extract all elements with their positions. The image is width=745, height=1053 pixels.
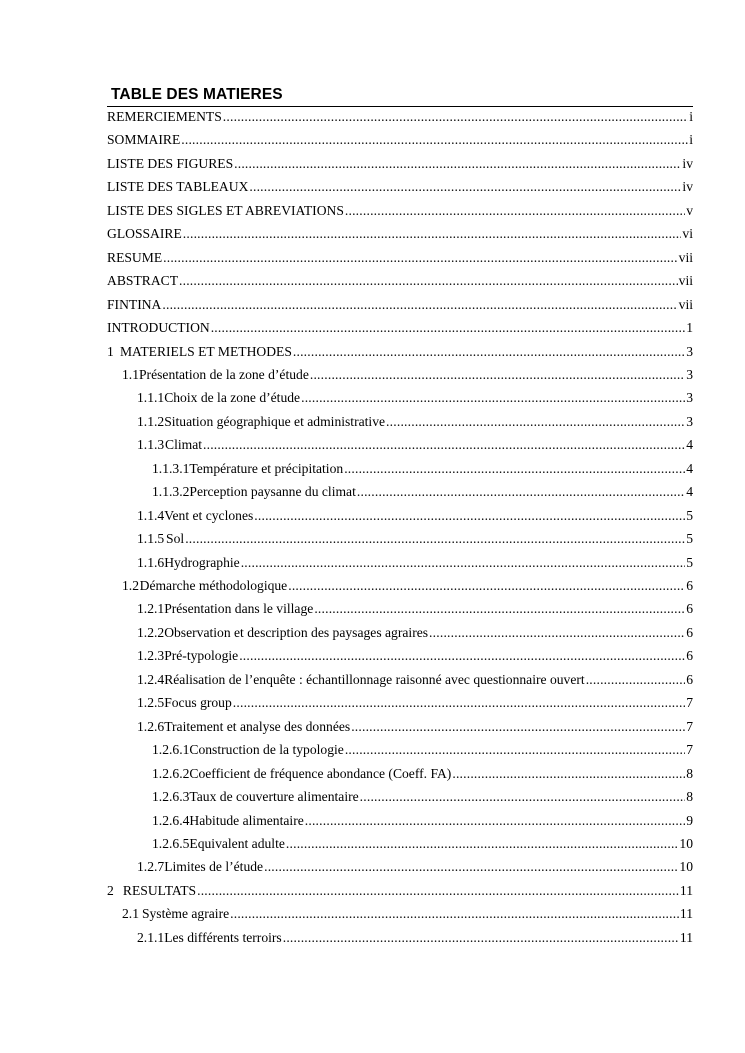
toc-entry-page-number: 7 <box>686 718 693 734</box>
toc-entry-number: 1.1.3 <box>137 437 165 453</box>
toc-entry-line <box>137 693 693 713</box>
toc-entry-line <box>152 482 693 502</box>
toc-leader-dots <box>162 295 677 315</box>
toc-entry[interactable] <box>107 482 693 502</box>
toc-entry-line <box>107 295 693 315</box>
toc-entry-page-number: 5 <box>686 507 693 523</box>
toc-entry[interactable] <box>107 529 693 549</box>
toc-entry-page-number: 7 <box>686 695 693 711</box>
toc-leader-dots <box>314 599 685 619</box>
toc-entry-line <box>107 881 693 901</box>
toc-entry-line <box>137 623 693 643</box>
toc-entry[interactable] <box>107 412 693 432</box>
toc-entry-text: Les différents terroirs <box>164 929 282 945</box>
toc-entry-text: Situation géographique et administrative <box>164 413 386 429</box>
toc-entry-line <box>137 529 693 549</box>
toc-leader-dots <box>181 130 688 150</box>
toc-entry[interactable] <box>107 764 693 784</box>
toc-entry[interactable] <box>107 740 693 760</box>
toc-entry-page-number: iv <box>682 179 693 195</box>
toc-leader-dots <box>344 459 685 479</box>
toc-entry[interactable] <box>107 459 693 479</box>
toc-entry-line <box>137 717 693 737</box>
toc-entry[interactable] <box>107 553 693 573</box>
toc-entry-text: Présentation dans le village <box>164 601 314 617</box>
toc-entry-line <box>107 107 693 127</box>
toc-entry-page-number: 10 <box>679 859 693 875</box>
toc-entry-line <box>107 201 693 221</box>
toc-leader-dots <box>360 787 686 807</box>
toc-leader-dots <box>301 388 685 408</box>
toc-entry[interactable] <box>107 881 693 901</box>
toc-entry-line <box>152 459 693 479</box>
toc-entry-page-number: 10 <box>679 835 693 851</box>
toc-entry-text: Perception paysanne du climat <box>189 484 356 500</box>
toc-entry-line <box>137 599 693 619</box>
toc-entry-text: Limites de l’étude <box>164 859 264 875</box>
toc-leader-dots <box>163 248 678 268</box>
toc-leader-dots <box>293 342 685 362</box>
toc-entry-line <box>107 248 693 268</box>
toc-entry-page-number: 11 <box>679 906 693 922</box>
toc-entry[interactable] <box>107 693 693 713</box>
toc-entry-page-number: 4 <box>686 484 693 500</box>
toc-leader-dots <box>179 271 678 291</box>
toc-entry-number: 1.2.1 <box>137 601 165 617</box>
toc-leader-dots <box>386 412 685 432</box>
toc-entry-number: 1.2.6.5 <box>152 835 190 851</box>
toc-entry-text: Vent et cyclones <box>164 507 254 523</box>
toc-entry-text: LISTE DES TABLEAUX <box>107 179 249 195</box>
toc-entry-text: Réalisation de l’enquête : échantillonnage raisonné avec questionnaire ouvert <box>164 671 585 687</box>
toc-entry-text: SOMMAIRE <box>107 132 181 148</box>
toc-entry[interactable] <box>107 787 693 807</box>
toc-leader-dots <box>234 154 681 174</box>
toc-entry-page-number: i <box>689 132 693 148</box>
toc-entry-text: RESULTATS <box>122 882 197 898</box>
toc-entry-page-number: 5 <box>686 531 693 547</box>
toc-entry-text: LISTE DES FIGURES <box>107 155 234 171</box>
toc-entry-number: 1.2.3 <box>137 648 165 664</box>
toc-entry-page-number: 6 <box>686 624 693 640</box>
toc-entry[interactable] <box>107 506 693 526</box>
toc-entry-text: Coefficient de fréquence abondance (Coeff. FA) <box>189 765 452 781</box>
toc-entry-number: 1.1.5 <box>137 531 165 547</box>
toc-entry-text: REMERCIEMENTS <box>107 109 222 124</box>
toc-entry[interactable] <box>107 224 693 244</box>
toc-entry-page-number: iv <box>682 155 693 171</box>
toc-entry-line <box>122 576 693 596</box>
toc-leader-dots <box>241 553 686 573</box>
toc-entry-text: Choix de la zone d’étude <box>164 390 301 406</box>
toc-entry-page-number: v <box>686 202 693 218</box>
toc-entry-line <box>152 740 693 760</box>
toc-entry-line <box>137 412 693 432</box>
toc-leader-dots <box>239 646 685 666</box>
toc-entry-line <box>152 787 693 807</box>
toc-entry-number: 1.2.2 <box>137 624 165 640</box>
toc-entry-page-number: i <box>689 109 693 124</box>
toc-entry-text: Sol <box>166 531 185 547</box>
toc-entry-text: GLOSSAIRE <box>107 226 182 242</box>
toc-entry-number: 1.1.1 <box>137 390 165 406</box>
toc-entry-number: 1.2.6.3 <box>152 789 190 804</box>
toc-entry-line <box>107 342 693 362</box>
toc-entry-text: Pré-typologie <box>164 648 239 664</box>
toc-entry-line <box>107 130 693 150</box>
toc-entry-line <box>122 904 693 924</box>
toc-entry-line <box>107 224 693 244</box>
toc-entry[interactable] <box>107 201 693 221</box>
toc-entry[interactable] <box>107 318 693 338</box>
toc-entry-text: Température et précipitation <box>189 460 344 476</box>
toc-entry[interactable] <box>107 717 693 737</box>
toc-entry-page-number: 1 <box>686 320 693 335</box>
toc-entry[interactable] <box>107 342 693 362</box>
toc-entry[interactable] <box>107 834 693 854</box>
toc-entry-page-number: vii <box>678 296 693 312</box>
toc-leader-dots <box>264 857 678 877</box>
toc-entry-number: 1.1.4 <box>137 507 165 523</box>
toc-entry-page-number: 5 <box>686 554 693 570</box>
toc-entry[interactable] <box>107 154 693 174</box>
toc-entry-text: INTRODUCTION <box>107 320 210 335</box>
toc-entry-text: Hydrographie <box>164 554 240 570</box>
toc-entry-page-number: 6 <box>686 671 693 687</box>
toc-entry-number: 1.2.7 <box>137 859 165 875</box>
toc-entry-line <box>137 857 693 877</box>
toc-entry-number: 1.1.3.2 <box>152 484 190 500</box>
toc-leader-dots <box>283 928 679 948</box>
toc-entry-line <box>107 271 693 291</box>
toc-entry-page-number: vi <box>682 226 693 242</box>
toc-entry-text: Système agraire <box>141 906 230 922</box>
toc-entry-text: MATERIELS ET METHODES <box>119 343 292 359</box>
toc-entry[interactable] <box>107 576 693 596</box>
toc-entry[interactable] <box>107 130 693 150</box>
toc-leader-dots <box>211 318 686 338</box>
toc-leader-dots <box>183 224 682 244</box>
toc-entry-line <box>152 834 693 854</box>
toc-entry[interactable] <box>107 271 693 291</box>
toc-entry-number: 1 <box>107 343 114 359</box>
toc-entry-page-number: 8 <box>686 765 693 781</box>
toc-entry-text: Equivalent adulte <box>189 835 285 851</box>
toc-leader-dots <box>197 881 679 901</box>
toc-entry-page-number: 7 <box>686 742 693 758</box>
toc-entry-text: Présentation de la zone d’étude <box>139 366 309 382</box>
toc-entry-line <box>137 670 693 690</box>
toc-entry[interactable] <box>107 928 693 948</box>
toc-entry-page-number: 3 <box>686 343 693 359</box>
toc-entry-page-number: 6 <box>686 601 693 617</box>
toc-entry-number: 1.2.6.1 <box>152 742 190 758</box>
toc-entry-text: FINTINA <box>107 296 162 312</box>
toc-entry-line <box>152 811 693 831</box>
toc-entry-text: LISTE DES SIGLES ET ABREVIATIONS <box>107 202 344 218</box>
toc-entry-text: Construction de la typologie <box>189 742 344 758</box>
toc-entry-text: Climat <box>165 437 203 453</box>
toc-leader-dots <box>286 834 679 854</box>
toc-leader-dots <box>223 107 688 127</box>
toc-entry-page-number: 8 <box>686 789 693 804</box>
toc-entry-number: 1.1.6 <box>137 554 165 570</box>
toc-leader-dots <box>452 764 685 784</box>
toc-entry-page-number: 11 <box>679 882 693 898</box>
toc-entry-text: Traitement et analyse des données <box>164 718 351 734</box>
toc-entry-page-number: 4 <box>686 437 693 453</box>
toc-entry-text: RESUME <box>107 249 163 265</box>
toc-entry[interactable] <box>107 365 693 385</box>
toc-entry[interactable] <box>107 248 693 268</box>
toc-leader-dots <box>185 529 685 549</box>
toc-entry-line <box>137 928 693 948</box>
toc-entry-text: Observation et description des paysages agraires <box>164 624 429 640</box>
toc-entry-line <box>107 154 693 174</box>
toc-entry[interactable] <box>107 388 693 408</box>
toc-entry-line <box>122 365 693 385</box>
toc-entry-number: 2 <box>107 882 114 898</box>
toc-entry[interactable] <box>107 857 693 877</box>
toc-leader-dots <box>203 435 685 455</box>
toc-entry-line <box>137 553 693 573</box>
toc-leader-dots <box>230 904 679 924</box>
toc-entry-page-number: 9 <box>686 812 693 828</box>
toc-entry-number: 2.1 <box>122 906 139 922</box>
toc-entry-line <box>107 177 693 197</box>
toc-leader-dots <box>429 623 685 643</box>
toc-leader-dots <box>254 506 685 526</box>
toc-leader-dots <box>288 576 685 596</box>
toc-entry-number: 1.2 <box>122 578 139 593</box>
toc-entry-page-number: vii <box>678 249 693 265</box>
toc-entry-text: Démarche méthodologique <box>139 578 288 593</box>
toc-entry[interactable] <box>107 177 693 197</box>
toc-entry-line <box>137 506 693 526</box>
toc-entry-line <box>152 764 693 784</box>
toc-leader-dots <box>233 693 685 713</box>
toc-entry-line <box>137 388 693 408</box>
toc-entry-text: Habitude alimentaire <box>189 812 304 828</box>
toc-entry-page-number: 6 <box>686 648 693 664</box>
toc-leader-dots <box>345 201 685 221</box>
toc-entry-number: 1.2.6.2 <box>152 765 190 781</box>
toc-entry-page-number: 11 <box>679 929 693 945</box>
toc-leader-dots <box>345 740 685 760</box>
toc-entry[interactable] <box>107 904 693 924</box>
toc-entry-number: 1.2.4 <box>137 671 165 687</box>
toc-entry-number: 1.1 <box>122 366 139 382</box>
toc-entry[interactable] <box>107 646 693 666</box>
toc-entry-number: 2.1.1 <box>137 929 165 945</box>
toc-entry-number: 1.1.2 <box>137 413 165 429</box>
toc-entry[interactable] <box>107 623 693 643</box>
toc-entry[interactable] <box>107 670 693 690</box>
toc-entry[interactable] <box>107 599 693 619</box>
toc-entry-page-number: vii <box>678 273 693 289</box>
toc-entry-number: 1.2.6 <box>137 718 165 734</box>
toc-leader-dots <box>310 365 685 385</box>
toc-entry-page-number: 4 <box>686 460 693 476</box>
toc-entry[interactable] <box>107 435 693 455</box>
toc-entry-text: ABSTRACT <box>107 273 179 289</box>
toc-leader-dots <box>249 177 681 197</box>
toc-entry-page-number: 3 <box>686 366 693 382</box>
toc-leader-dots <box>305 811 685 831</box>
toc-entry-number: 1.2.5 <box>137 695 165 711</box>
toc-leader-dots <box>351 717 685 737</box>
toc-entry-number: 1.1.3.1 <box>152 460 190 476</box>
toc-entry-page-number: 6 <box>686 578 693 593</box>
toc-entry-number: 1.2.6.4 <box>152 812 190 828</box>
toc-entry-line <box>137 435 693 455</box>
toc-leader-dots <box>586 670 686 690</box>
toc-entry-line <box>137 646 693 666</box>
toc-leader-dots <box>357 482 685 502</box>
toc-entry[interactable] <box>107 295 693 315</box>
toc-entry-page-number: 3 <box>686 390 693 406</box>
toc-entry[interactable] <box>107 107 693 127</box>
toc-entry[interactable] <box>107 811 693 831</box>
page-title: TABLE DES MATIERES <box>111 86 283 103</box>
toc-entry-text: Taux de couverture alimentaire <box>189 789 359 804</box>
toc-entry-page-number: 3 <box>686 413 693 429</box>
toc-entry-line <box>107 318 693 338</box>
toc-entry-text: Focus group <box>164 695 232 711</box>
